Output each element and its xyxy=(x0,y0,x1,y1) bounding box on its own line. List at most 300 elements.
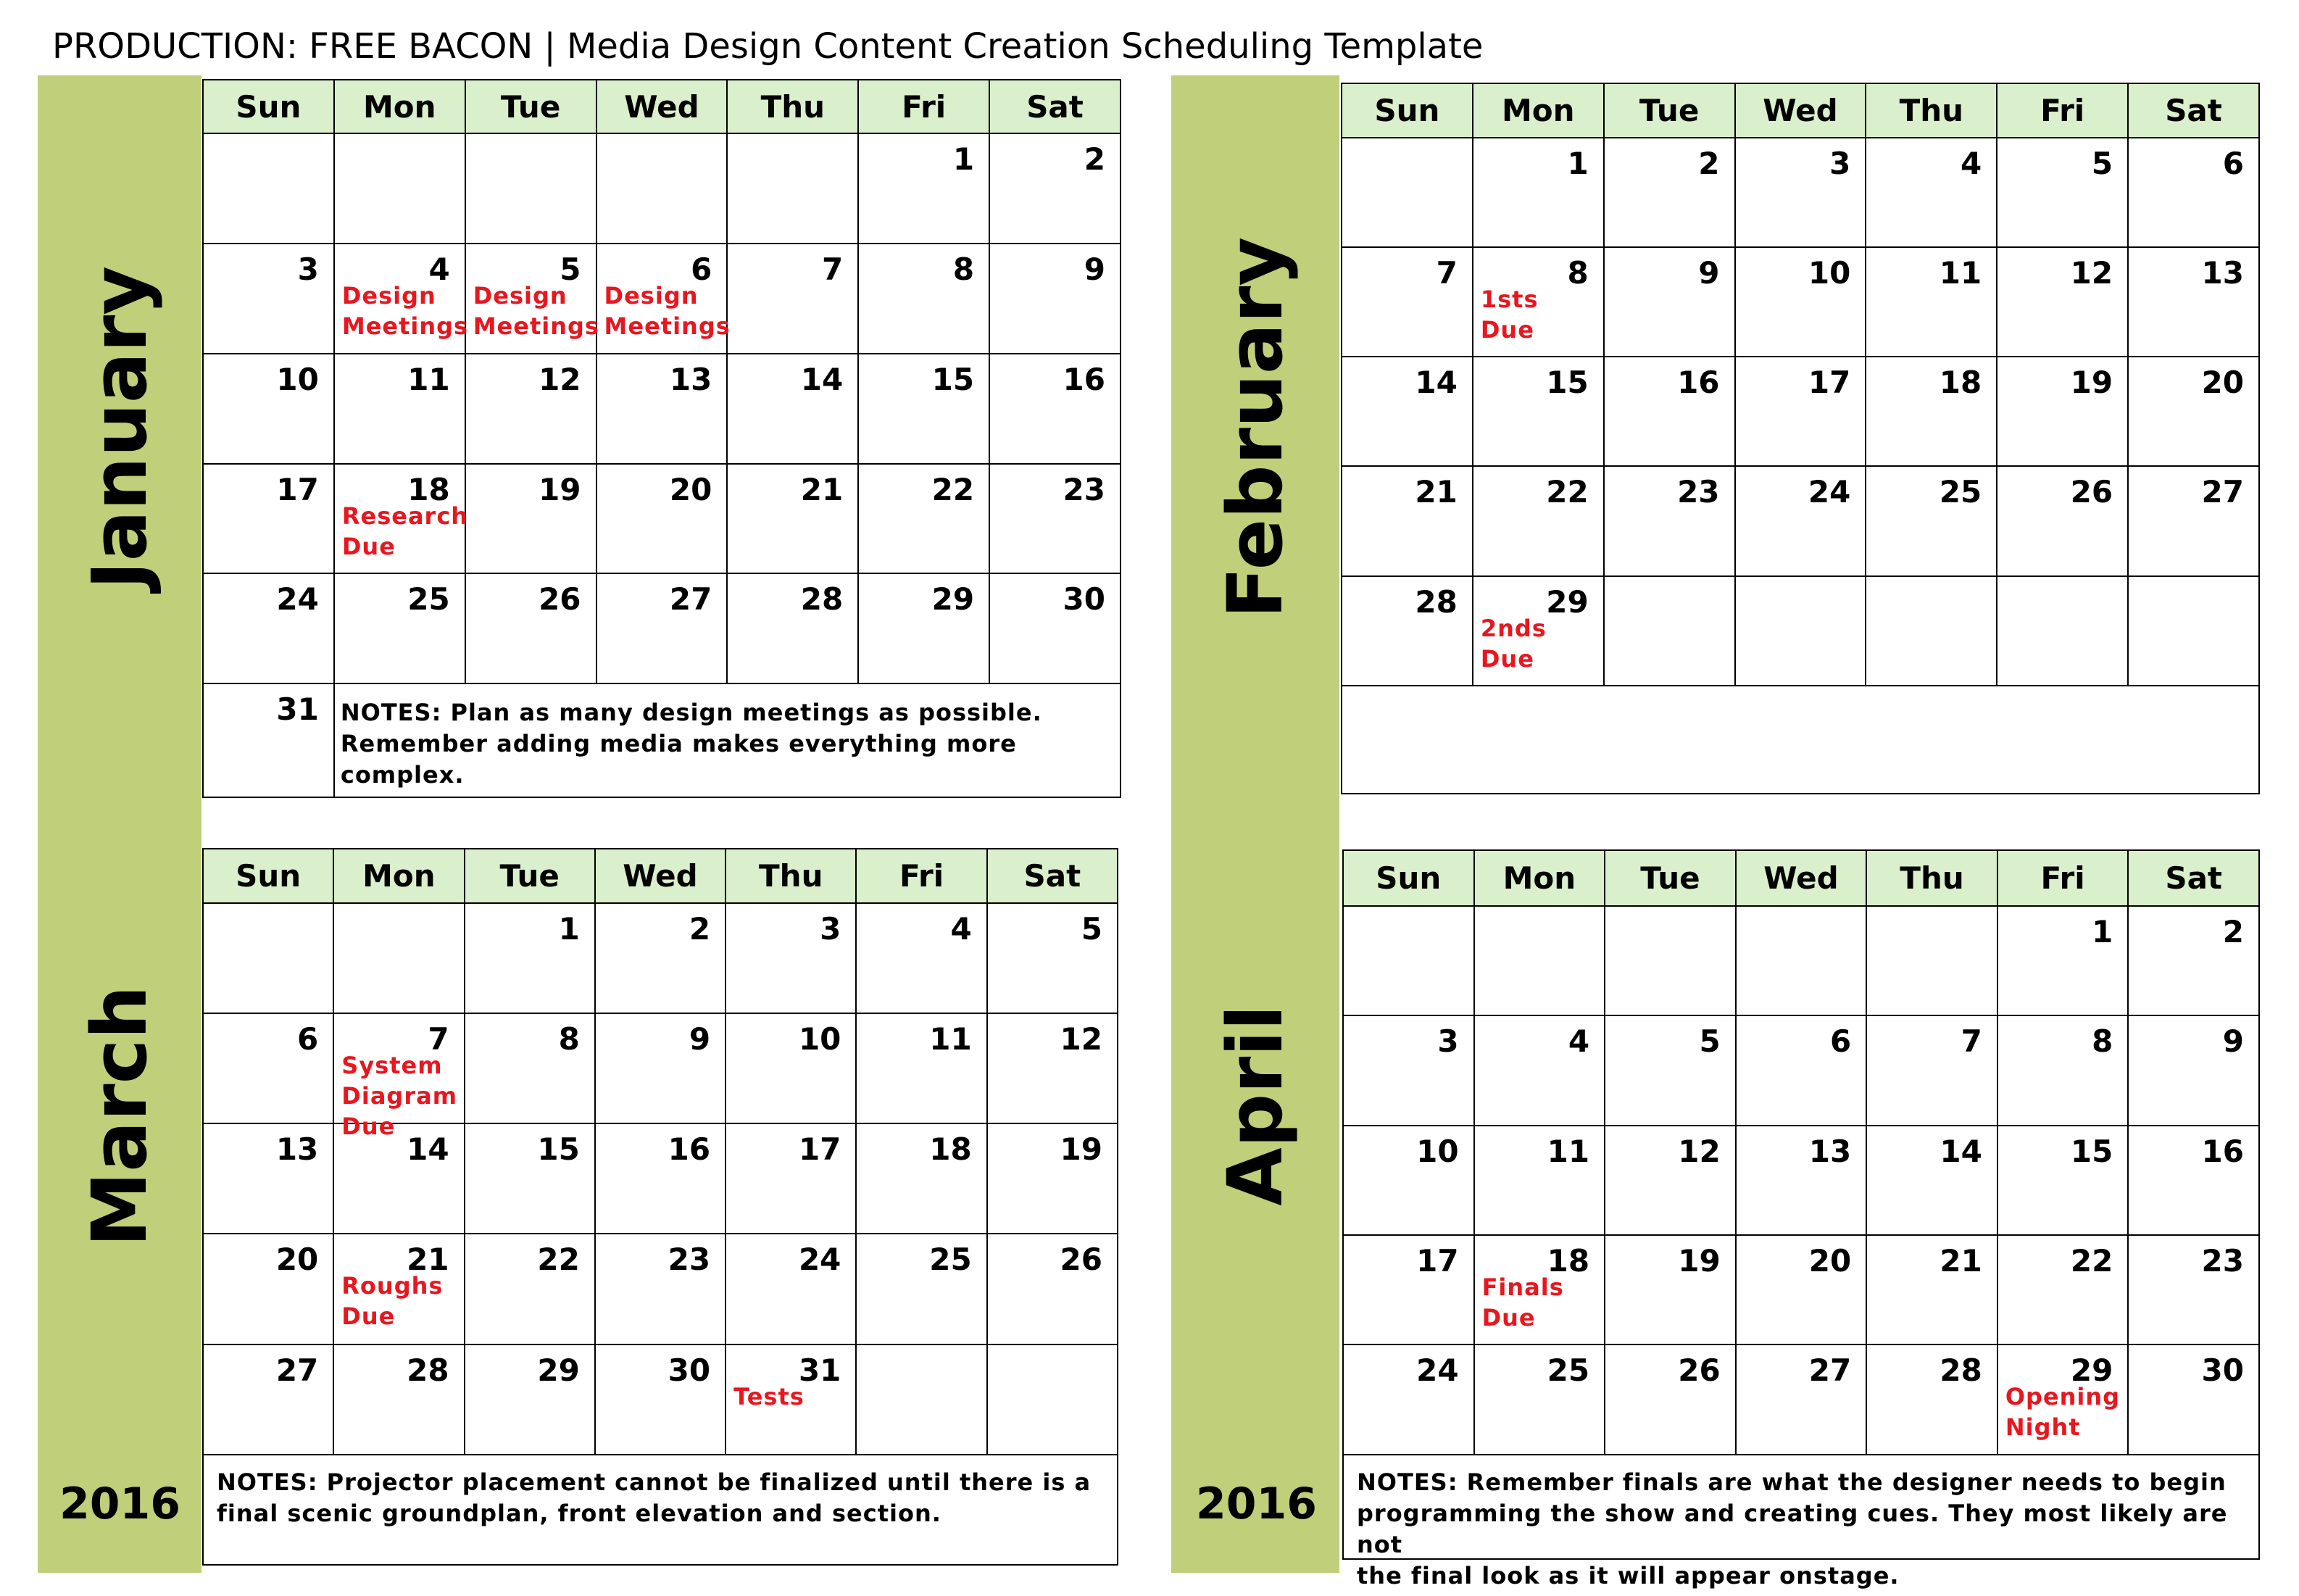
week-row xyxy=(1343,1235,2259,1344)
week-row xyxy=(1343,906,2259,1015)
day-cell xyxy=(596,573,728,683)
day-number: 13 xyxy=(1808,1133,1852,1169)
day-cell xyxy=(1474,1235,1605,1344)
day-cell xyxy=(856,1344,986,1455)
day-cell xyxy=(465,1123,595,1234)
day-cell xyxy=(334,464,469,574)
day-cell xyxy=(465,903,595,1013)
day-number: 9 xyxy=(2222,1023,2244,1060)
day-number: 13 xyxy=(2201,254,2244,291)
day-number: 25 xyxy=(1939,474,1982,510)
day-number: 19 xyxy=(2070,365,2113,401)
day-number: 13 xyxy=(275,1131,319,1168)
week-row xyxy=(1343,1126,2259,1235)
day-cell xyxy=(333,1013,464,1140)
weekday-header: Wed xyxy=(1735,83,1866,138)
day-cell xyxy=(987,1344,1118,1455)
day-cell xyxy=(2128,1015,2259,1125)
day-cell xyxy=(1605,1235,1736,1344)
day-cell xyxy=(987,1013,1118,1123)
week-row xyxy=(1343,1344,2259,1455)
day-cell xyxy=(595,903,726,1013)
month-label-march: March xyxy=(75,985,164,1247)
weekday-header: Sat xyxy=(2128,850,2259,906)
day-number: 25 xyxy=(929,1242,972,1278)
day-number: 25 xyxy=(1547,1352,1590,1389)
week-row xyxy=(1342,466,2259,575)
calendar-february xyxy=(1341,83,2260,794)
notes-box-march xyxy=(202,1454,1118,1566)
calendar-table-february xyxy=(1341,83,2260,794)
day-number: 1 xyxy=(558,910,580,947)
weekday-header-row xyxy=(1343,850,2259,906)
day-number: 15 xyxy=(2070,1133,2113,1169)
day-cell xyxy=(858,464,989,574)
day-cell xyxy=(1605,1126,1736,1235)
day-cell xyxy=(1473,247,1604,357)
day-cell xyxy=(856,903,986,1013)
day-cell xyxy=(858,244,989,354)
notes-cell-january xyxy=(334,683,1121,797)
day-cell xyxy=(203,133,334,244)
event-label: Design Meetings xyxy=(341,282,469,341)
day-cell xyxy=(1866,1015,1997,1125)
day-cell xyxy=(333,1123,464,1234)
day-cell xyxy=(1474,1015,1605,1125)
day-number: 4 xyxy=(428,252,450,288)
day-cell xyxy=(727,464,858,574)
day-cell xyxy=(465,1234,595,1344)
calendar-table-january xyxy=(202,79,1121,798)
day-number: 23 xyxy=(1063,471,1105,507)
week-row xyxy=(1342,247,2259,357)
day-cell xyxy=(334,133,465,244)
day-number: 1 xyxy=(2092,913,2113,949)
day-cell xyxy=(465,354,596,464)
day-cell xyxy=(987,903,1118,1013)
day-number: 10 xyxy=(276,361,319,397)
day-cell xyxy=(989,464,1121,574)
day-cell xyxy=(596,244,731,354)
weekday-header: Fri xyxy=(856,849,986,903)
event-label: 2nds Due xyxy=(1480,614,1547,673)
day-number: 22 xyxy=(2070,1243,2113,1279)
day-number: 24 xyxy=(1808,474,1851,510)
day-number: 18 xyxy=(1939,365,1982,401)
day-cell xyxy=(333,1234,464,1344)
week-row xyxy=(1342,576,2259,686)
weekday-header-row xyxy=(203,80,1121,133)
day-number: 20 xyxy=(1808,1243,1852,1279)
day-number: 23 xyxy=(2201,1243,2244,1279)
day-cell xyxy=(465,244,599,354)
day-number: 4 xyxy=(1960,145,1982,181)
day-cell xyxy=(989,354,1121,464)
day-number: 21 xyxy=(800,471,844,507)
day-cell xyxy=(1474,1344,1605,1455)
day-number: 9 xyxy=(1084,252,1105,288)
day-cell xyxy=(1342,247,1473,357)
day-number: 30 xyxy=(668,1352,711,1388)
day-cell xyxy=(1342,357,1473,466)
week-row xyxy=(1342,357,2259,466)
day-number: 14 xyxy=(407,1131,449,1168)
day-number: 15 xyxy=(537,1131,580,1168)
day-cell xyxy=(726,1123,856,1234)
day-number: 4 xyxy=(1568,1023,1590,1060)
day-number: 8 xyxy=(2092,1023,2113,1060)
week-row xyxy=(203,133,1121,244)
day-cell xyxy=(2128,1235,2259,1344)
weekday-header: Thu xyxy=(726,849,856,903)
day-cell xyxy=(333,1344,464,1455)
day-number: 5 xyxy=(560,252,581,288)
day-cell xyxy=(1473,357,1604,466)
event-label: System Diagram Due xyxy=(341,1051,458,1140)
weekday-header: Thu xyxy=(1866,83,1997,138)
day-number: 5 xyxy=(1081,910,1102,947)
weekday-header: Fri xyxy=(1997,83,2128,138)
day-number: 27 xyxy=(275,1352,319,1388)
weekday-header: Sat xyxy=(987,849,1118,903)
day-cell xyxy=(1605,1344,1736,1455)
day-cell xyxy=(333,903,464,1013)
day-cell xyxy=(1343,906,1474,1015)
day-cell xyxy=(727,354,858,464)
day-cell xyxy=(203,244,334,354)
day-cell xyxy=(465,133,596,244)
calendar-table-april xyxy=(1342,849,2260,1455)
day-number: 9 xyxy=(1698,254,1720,291)
day-cell xyxy=(1997,906,2129,1015)
weekday-header: Tue xyxy=(465,80,596,133)
day-cell xyxy=(1997,1235,2129,1344)
year-label-march: 2016 xyxy=(59,1479,180,1529)
day-cell xyxy=(1343,1126,1474,1235)
day-number: 19 xyxy=(1060,1131,1102,1168)
weekday-header: Sat xyxy=(989,80,1121,133)
day-cell xyxy=(465,464,596,574)
day-cell xyxy=(1997,1015,2129,1125)
day-cell xyxy=(1866,247,1997,357)
day-cell xyxy=(1342,576,1473,686)
day-number: 28 xyxy=(407,1352,449,1388)
day-number: 10 xyxy=(798,1021,841,1057)
day-cell xyxy=(1604,466,1735,575)
day-number: 23 xyxy=(668,1242,711,1278)
week-row xyxy=(203,1013,1118,1123)
day-cell xyxy=(596,133,728,244)
event-label: Opening Night xyxy=(2005,1383,2121,1442)
day-cell xyxy=(1997,138,2128,247)
event-label: Tests xyxy=(733,1382,805,1410)
day-number: 11 xyxy=(1547,1133,1590,1169)
day-number: 22 xyxy=(931,471,975,507)
notes-text-april: NOTES: Remember finals are what the designer needs to begin programming the show and creating cues. They most likely are not the final look as it will appear onstage. xyxy=(1357,1468,2228,1589)
day-number: 7 xyxy=(821,252,844,288)
day-number: 26 xyxy=(1678,1352,1721,1389)
year-label-april: 2016 xyxy=(1196,1479,1317,1529)
day-cell xyxy=(727,133,858,244)
day-number: 14 xyxy=(800,361,844,397)
day-number: 11 xyxy=(407,361,450,397)
weekday-header: Fri xyxy=(858,80,989,133)
day-number: 14 xyxy=(1415,365,1458,401)
day-cell xyxy=(1735,247,1866,357)
event-label: 1sts Due xyxy=(1480,285,1539,344)
day-number: 21 xyxy=(1415,474,1458,510)
day-number: 29 xyxy=(1546,583,1589,620)
day-cell xyxy=(989,244,1121,354)
weekday-header: Sun xyxy=(1342,83,1473,138)
week-row xyxy=(203,1234,1118,1344)
day-number: 4 xyxy=(950,910,972,947)
day-cell xyxy=(1997,357,2128,466)
day-number: 16 xyxy=(1677,365,1720,401)
weekday-header-row xyxy=(203,849,1118,903)
day-cell xyxy=(595,1013,726,1123)
weekday-header-row xyxy=(1342,83,2259,138)
day-cell xyxy=(726,1344,856,1455)
day-cell xyxy=(595,1344,726,1455)
day-cell xyxy=(1736,1235,1867,1344)
day-cell xyxy=(727,244,858,354)
day-number: 3 xyxy=(297,252,319,288)
day-cell xyxy=(858,133,989,244)
day-cell xyxy=(1604,138,1735,247)
day-cell xyxy=(1735,576,1866,686)
day-cell xyxy=(596,354,728,464)
day-cell xyxy=(1866,357,1997,466)
day-cell xyxy=(1474,1126,1605,1235)
day-number: 8 xyxy=(1567,254,1589,291)
page-title: PRODUCTION: FREE BACON | Media Design Content Creation Scheduling Template xyxy=(52,26,1484,67)
day-number: 28 xyxy=(1940,1352,1982,1389)
day-cell xyxy=(856,1123,986,1234)
day-number: 28 xyxy=(1415,583,1458,620)
day-cell xyxy=(1343,1344,1474,1455)
day-number: 6 xyxy=(691,252,712,288)
day-number: 14 xyxy=(1940,1133,1982,1169)
day-cell xyxy=(203,1234,333,1344)
day-cell xyxy=(203,1344,333,1455)
day-number: 20 xyxy=(2201,365,2244,401)
day-cell xyxy=(1866,576,1997,686)
weekday-header: Sun xyxy=(203,849,333,903)
month-label-january: January xyxy=(75,265,164,590)
weekday-header: Fri xyxy=(1997,850,2129,906)
day-number: 19 xyxy=(1678,1243,1721,1279)
day-cell xyxy=(1736,906,1867,1015)
day-cell xyxy=(465,573,596,683)
day-number: 13 xyxy=(669,361,712,397)
day-number: 16 xyxy=(1063,361,1105,397)
day-number: 26 xyxy=(1060,1242,1102,1278)
day-cell xyxy=(203,1123,333,1234)
day-cell xyxy=(1735,138,1866,247)
day-number: 11 xyxy=(1939,254,1982,291)
weekday-header: Mon xyxy=(1473,83,1604,138)
day-cell xyxy=(203,354,334,464)
day-number: 6 xyxy=(1830,1023,1852,1060)
day-cell xyxy=(1866,466,1997,575)
day-number: 18 xyxy=(1547,1243,1590,1279)
day-number: 3 xyxy=(820,910,841,947)
day-number: 22 xyxy=(537,1242,580,1278)
day-cell xyxy=(856,1013,986,1123)
day-number: 26 xyxy=(2070,474,2113,510)
day-cell xyxy=(2128,466,2259,575)
week-row xyxy=(203,1344,1118,1455)
day-cell xyxy=(1473,138,1604,247)
day-number: 24 xyxy=(276,581,319,618)
day-cell xyxy=(595,1123,726,1234)
day-cell xyxy=(1604,576,1735,686)
event-label: Research Due xyxy=(341,502,469,560)
day-cell xyxy=(858,354,989,464)
day-number: 2 xyxy=(2222,913,2244,949)
day-cell xyxy=(1342,466,1473,575)
day-cell xyxy=(1343,1235,1474,1344)
day-number: 16 xyxy=(668,1131,711,1168)
weekday-header: Thu xyxy=(1866,850,1997,906)
day-cell xyxy=(203,573,334,683)
week-row xyxy=(1342,138,2259,247)
day-number: 21 xyxy=(1940,1243,1982,1279)
day-number: 2 xyxy=(1698,145,1720,181)
day-cell xyxy=(989,573,1121,683)
day-cell xyxy=(726,1234,856,1344)
day-cell xyxy=(334,354,465,464)
day-cell xyxy=(1866,1126,1997,1235)
day-cell xyxy=(858,573,989,683)
day-cell xyxy=(987,1234,1118,1344)
day-number: 8 xyxy=(952,252,975,288)
day-number: 11 xyxy=(929,1021,972,1057)
day-cell xyxy=(2128,247,2259,357)
weekday-header: Sat xyxy=(2128,83,2259,138)
weekday-header: Mon xyxy=(334,80,465,133)
notes-text-march: NOTES: Projector placement cannot be finalized until there is a final scenic groundplan, front elevation and section. xyxy=(217,1468,1092,1527)
day-cell xyxy=(856,1234,986,1344)
week-row xyxy=(203,573,1121,683)
day-number: 1 xyxy=(1567,145,1589,181)
day-cell xyxy=(1736,1344,1867,1455)
day-cell xyxy=(595,1234,726,1344)
day-number: 16 xyxy=(2201,1133,2244,1169)
day-cell xyxy=(203,903,333,1013)
event-label: Design Meetings xyxy=(473,282,599,341)
day-cell xyxy=(2128,1344,2259,1455)
day-number: 22 xyxy=(1546,474,1589,510)
day-cell xyxy=(1604,357,1735,466)
day-number: 29 xyxy=(931,581,975,618)
day-cell xyxy=(1474,906,1605,1015)
day-number: 31 xyxy=(798,1352,841,1388)
day-cell xyxy=(1605,1015,1736,1125)
day-number: 12 xyxy=(539,361,581,397)
day-cell xyxy=(1997,1344,2129,1455)
day-cell xyxy=(1604,247,1735,357)
event-label: Roughs Due xyxy=(341,1272,444,1331)
weekday-header: Sun xyxy=(203,80,334,133)
day-cell xyxy=(1866,138,1997,247)
weekday-header: Mon xyxy=(1474,850,1605,906)
day-number: 25 xyxy=(407,581,450,618)
day-cell xyxy=(2128,138,2259,247)
month-label-february: February xyxy=(1211,236,1300,619)
day-cell xyxy=(1473,576,1604,686)
week-row xyxy=(1343,1015,2259,1125)
day-number: 23 xyxy=(1677,474,1720,510)
day-cell xyxy=(726,1013,856,1123)
event-label: Finals Due xyxy=(1481,1273,1564,1332)
week-row xyxy=(203,464,1121,574)
day-cell xyxy=(1735,357,1866,466)
week-row xyxy=(203,683,1121,797)
notes-row xyxy=(1342,686,2259,794)
weekday-header: Wed xyxy=(596,80,728,133)
day-number: 12 xyxy=(1060,1021,1102,1057)
day-number: 18 xyxy=(929,1131,972,1168)
day-cell xyxy=(1605,906,1736,1015)
day-cell xyxy=(1997,247,2128,357)
week-row xyxy=(203,1123,1118,1234)
day-cell xyxy=(726,903,856,1013)
day-number: 17 xyxy=(1808,365,1851,401)
day-number: 10 xyxy=(1416,1133,1459,1169)
day-number: 17 xyxy=(276,471,319,507)
day-number: 17 xyxy=(798,1131,841,1168)
day-cell xyxy=(1342,138,1473,247)
day-number: 5 xyxy=(1699,1023,1721,1060)
day-cell xyxy=(1997,466,2128,575)
day-number: 28 xyxy=(800,581,844,618)
day-number: 21 xyxy=(407,1242,449,1278)
weekday-header: Wed xyxy=(595,849,726,903)
day-cell xyxy=(1735,466,1866,575)
day-number: 15 xyxy=(931,361,975,397)
day-number: 26 xyxy=(539,581,581,618)
calendar-january xyxy=(202,79,1121,798)
day-cell xyxy=(1997,576,2128,686)
weekday-header: Tue xyxy=(1604,83,1735,138)
day-number: 30 xyxy=(2201,1352,2244,1389)
day-cell xyxy=(1736,1126,1867,1235)
day-number: 10 xyxy=(1808,254,1851,291)
notes-cell-february xyxy=(1342,686,2259,794)
weekday-header: Thu xyxy=(727,80,858,133)
day-cell xyxy=(203,1013,333,1123)
calendar-table-march xyxy=(202,848,1118,1455)
notes-box-april xyxy=(1342,1454,2260,1589)
day-number: 9 xyxy=(689,1021,711,1057)
day-number: 29 xyxy=(537,1352,580,1388)
notes-text-january: NOTES: Plan as many design meetings as possible. Remember adding media makes everything more complex. xyxy=(340,699,1042,789)
day-number: 12 xyxy=(2070,254,2113,291)
day-number: 20 xyxy=(669,471,712,507)
day-number: 19 xyxy=(539,471,581,507)
day-cell xyxy=(727,573,858,683)
weekday-header: Sun xyxy=(1343,850,1474,906)
day-number: 3 xyxy=(1829,145,1851,181)
weekday-header: Wed xyxy=(1736,850,1867,906)
day-number: 6 xyxy=(297,1021,319,1057)
day-number: 24 xyxy=(1416,1352,1459,1389)
day-number: 3 xyxy=(1437,1023,1459,1060)
day-number: 2 xyxy=(1084,141,1105,178)
day-number: 31 xyxy=(276,691,319,728)
